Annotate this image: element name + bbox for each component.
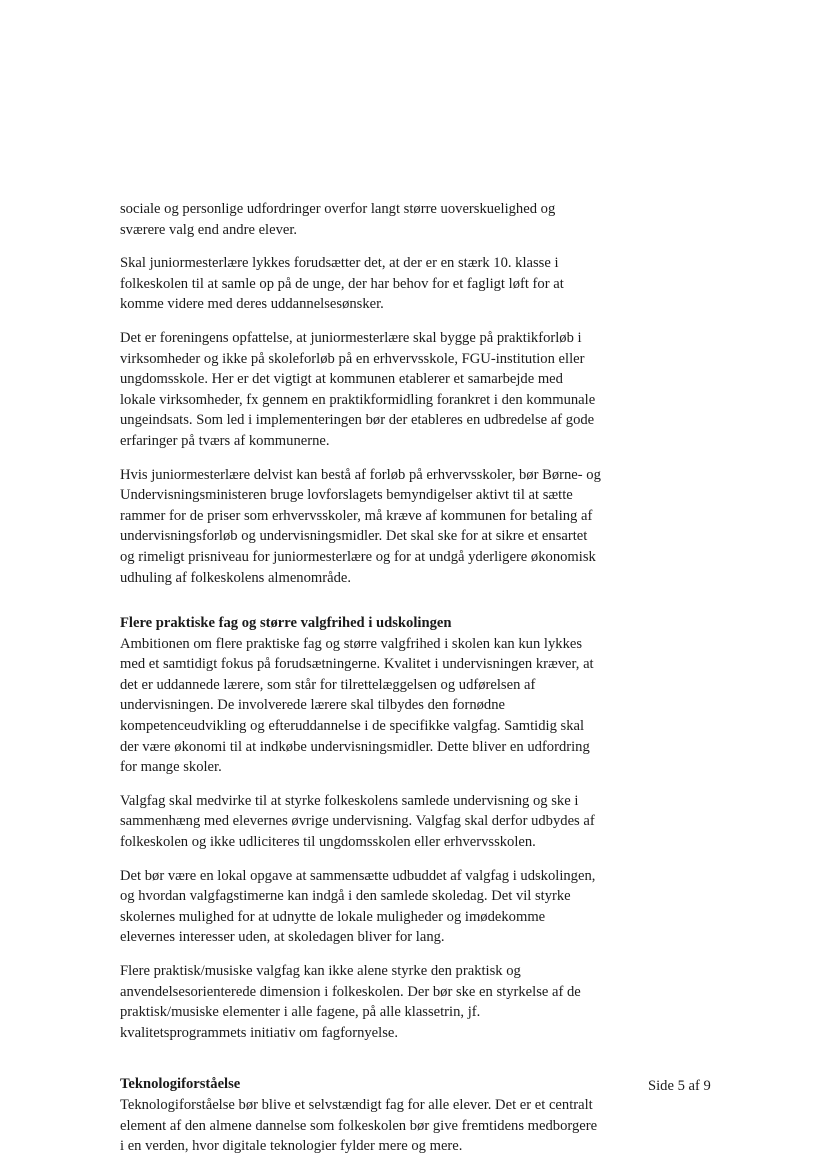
document-body: [120, 199, 602, 1170]
paragraph: Ambitionen om flere praktiske fag og større valgfrihed i skolen kan kun lykkes med et samtidigt fokus på forudsætningerne. Kvalitet i undervisningen kræver, at det er uddannede lærere, som står for tilrettelæggelsen og udførelsen af undervisningen. De involverede lærere skal tilbydes den fornødne kompetenceudvikling og efteruddannelse i de specifikke valgfag. Samtidig skal der være økonomi til at indkøbe undervisningsmidler. Dette bliver en udfordring for mange skoler.: [120, 635, 594, 776]
paragraph: Teknologiforståelse bør blive et selvstændigt fag for alle elever. Det er et centralt element af den almene dannelse som folkeskolen bør give fremtidens medborgere i en verden, hvor digitale teknologier fylder mere og mere.: [120, 1096, 598, 1155]
paragraph: Hvis juniormesterlære delvist kan bestå af forløb på erhvervsskoler, bør Børne- og Undervisningsministeren bruge lovforslagets bemyndigelser aktivt til at sætte rammer for de priser som erhvervsskoler, må kræve af kommunen for betaling af undervisningsforløb og undervisningsmidler. Det skal ske for at sikre et ensartet og rimeligt prisniveau for juniormesterlære og for at undgå yderligere økonomisk udhuling af folkeskolens almenområde.: [120, 466, 601, 586]
page-number: Side 5 af 9: [648, 1078, 711, 1094]
section-heading: Teknologiforståelse: [120, 1076, 241, 1093]
paragraph: Det er foreningens opfattelse, at juniormesterlære skal bygge på praktikforløb i virksomheder og ikke på skoleforløb på en erhvervsskole, FGU-institution eller ungdomsskole. Her er det vigtigt at kommunen etablerer et samarbejde med lokale virksomheder, fx gennem en praktikformidling forankret i den kommunale ungeindsats. Som led i implementeringen bør der etableres en udbredelse af gode erfaringer på tværs af kommunerne.: [120, 329, 596, 449]
paragraph: Valgfag skal medvirke til at styrke folkeskolens samlede undervisning og ske i sammenhæng med elevernes øvrige undervisning. Valgfag skal derfor udbydes af folkeskolen og ikke udliciteres til ungdomsskolen eller erhvervsskolen.: [120, 792, 595, 851]
paragraph: Flere praktisk/musiske valgfag kan ikke alene styrke den praktisk og anvendelsesorienterede dimension i folkeskolen. Der bør ske en styrkelse af de praktisk/musiske elementer i alle fagene, på alle klassetrin, jf. kvalitetsprogrammets initiativ om fagfornyelse.: [120, 963, 581, 1041]
paragraph: sociale og personlige udfordringer overfor langt større uoverskuelighed og sværere valg end andre elever.: [120, 201, 556, 238]
paragraph: Det bør være en lokal opgave at sammensætte udbuddet af valgfag i udskolingen, og hvordan valgfagstimerne kan indgå i den samlede skoledag. Det vil styrke skolernes mulighed for at udnytte de lokale muligheder og imødekomme elevernes interesser uden, at skoledagen bliver for lang.: [120, 867, 596, 946]
section-heading: Flere praktiske fag og større valgfrihed i udskolingen: [120, 615, 452, 632]
paragraph: Skal juniormesterlære lykkes forudsætter det, at der er en stærk 10. klasse i folkeskolen til at samle op på de unge, der har behov for et fagligt løft for at komme videre med deres uddannelsesønsker.: [120, 255, 564, 313]
